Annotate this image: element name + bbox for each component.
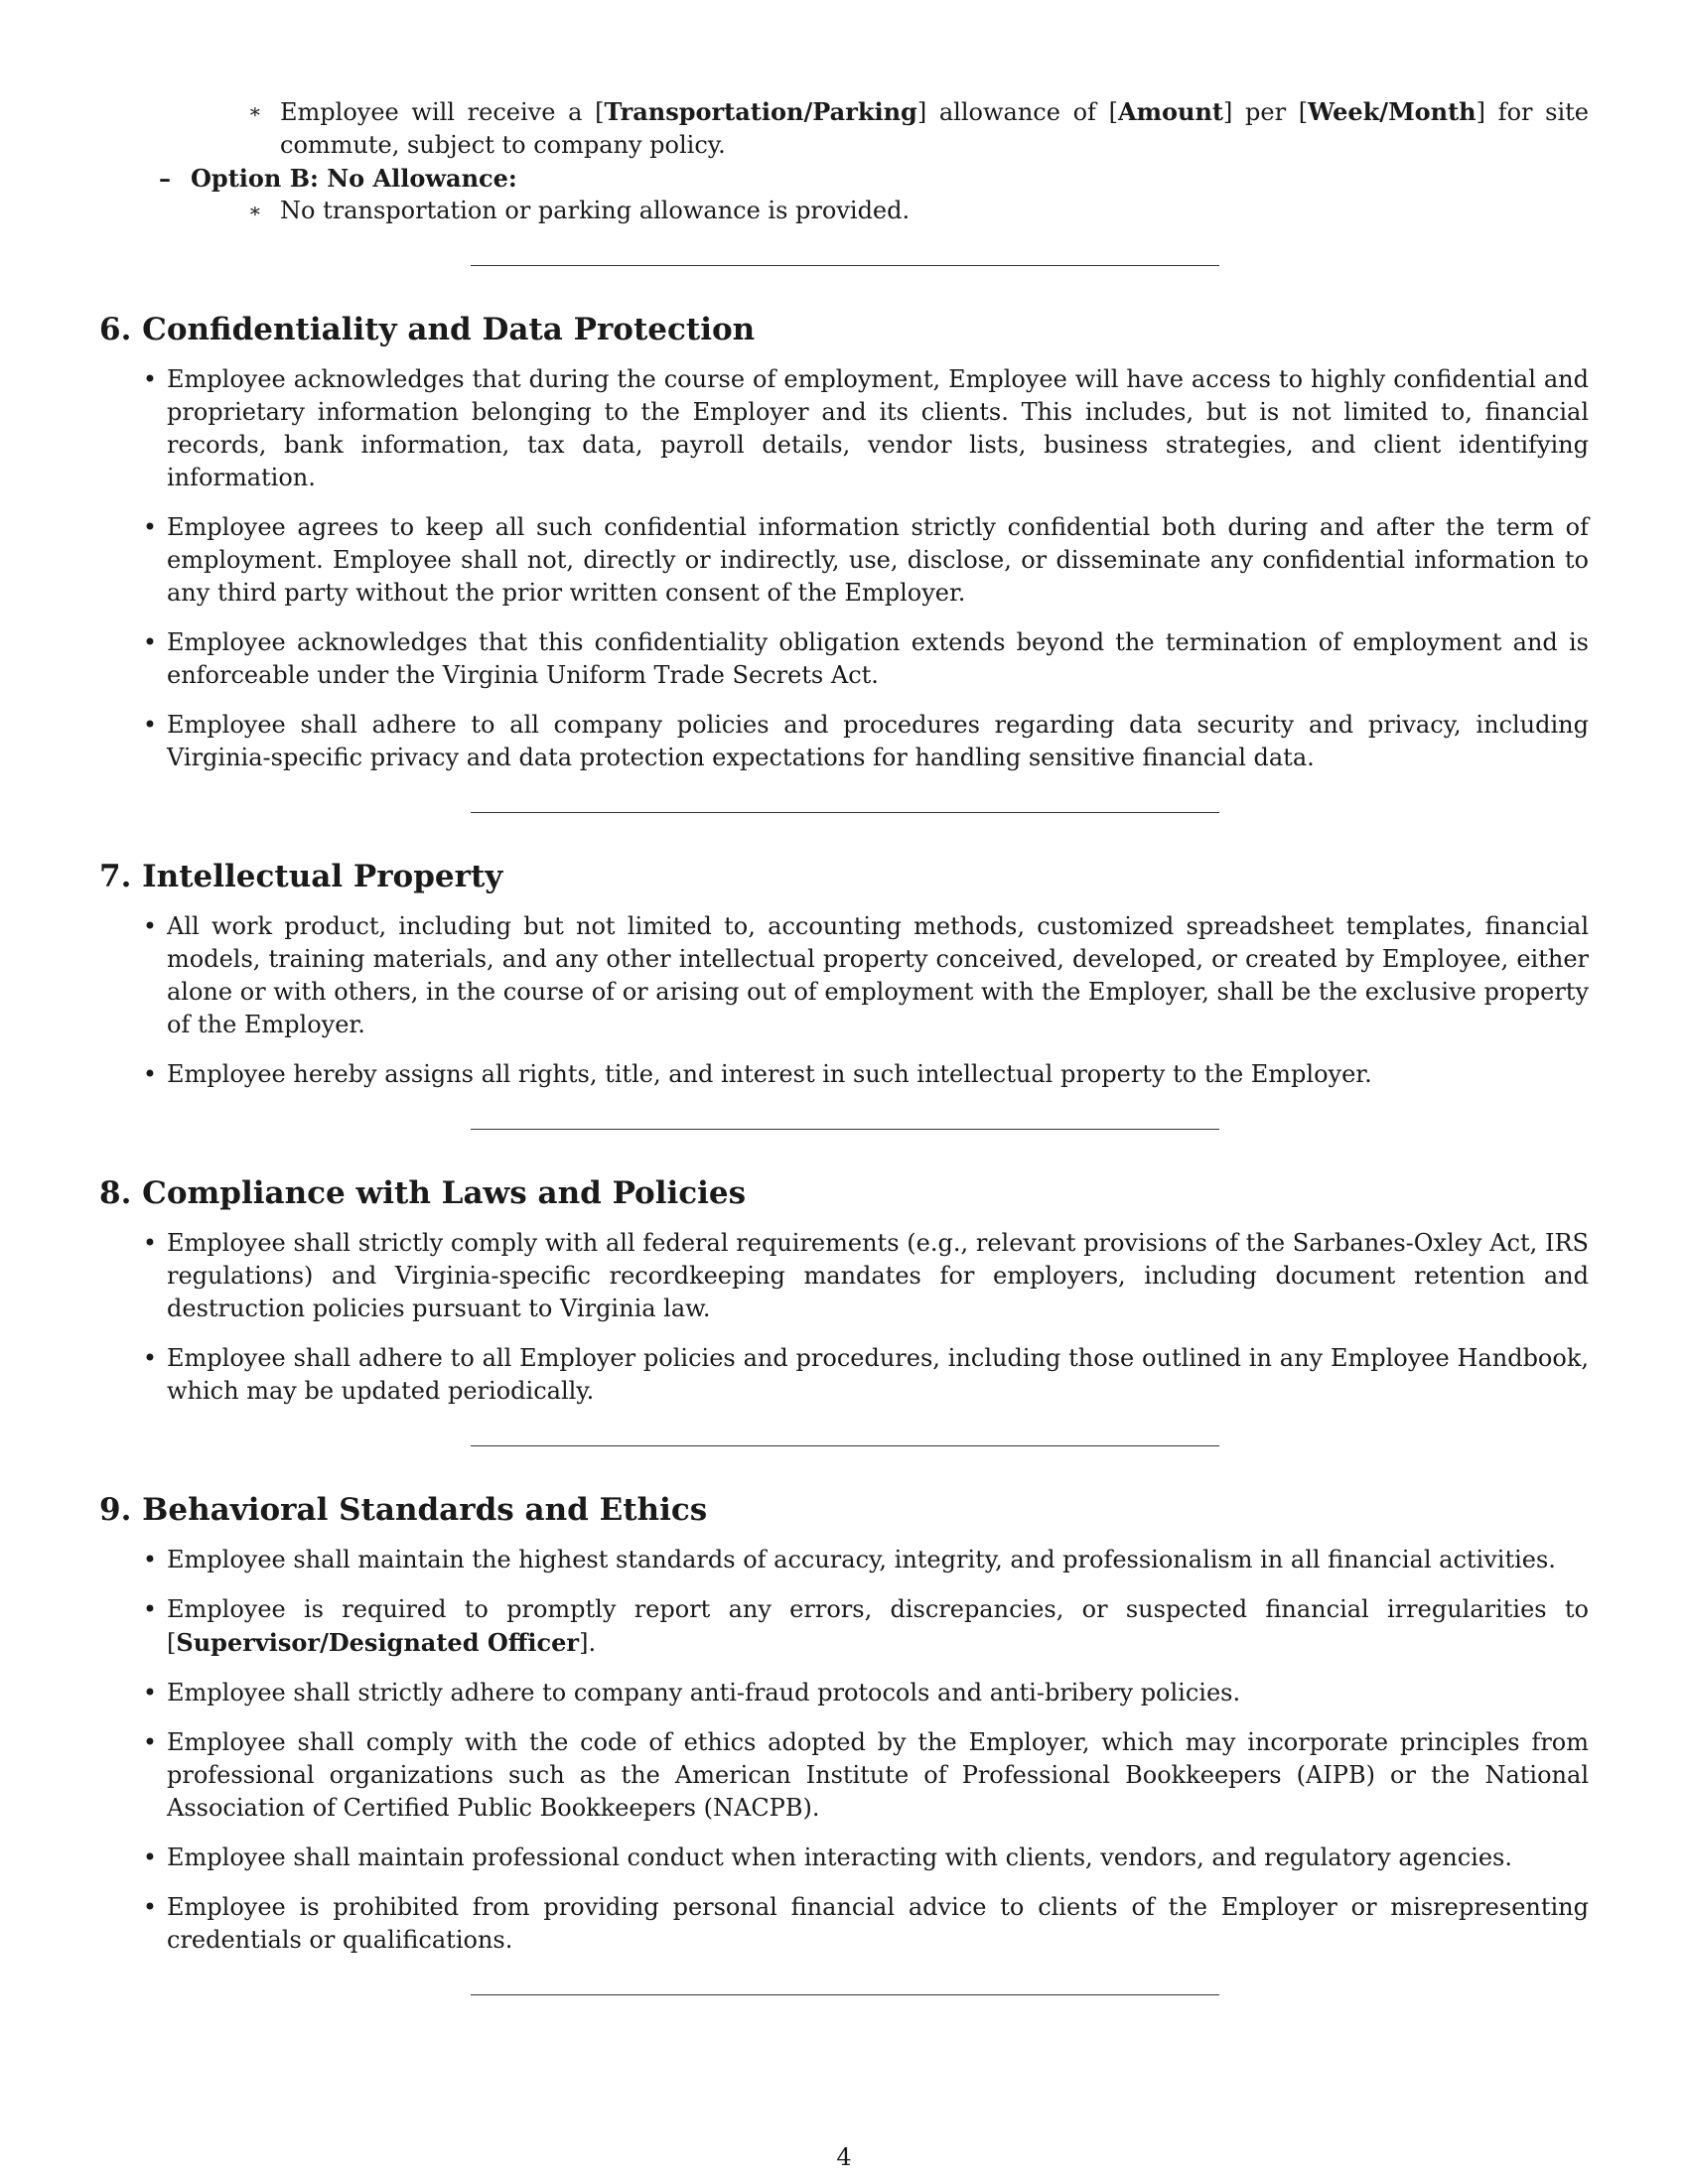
list-item: • Employee hereby assigns all rights, title, and interest in such intellectual property to the Employer. — [99, 1058, 1589, 1091]
bullet-icon — [99, 1677, 167, 1709]
option-b-text: No transportation or parking allowance is provided. — [280, 197, 911, 224]
bullet-icon — [99, 1593, 167, 1660]
bullet-icon — [99, 1726, 167, 1825]
section-6-list — [99, 363, 1589, 774]
section-9-title: 9. Behavioral Standards and Ethics — [99, 1492, 708, 1528]
bullet-icon — [99, 1227, 167, 1325]
dash-bullet-icon: – — [159, 164, 171, 193]
bullet-icon — [99, 511, 167, 610]
section-divider — [471, 812, 1219, 813]
list-item: • Employee shall strictly adhere to company anti-fraud protocols and anti-bribery policies. — [99, 1677, 1589, 1709]
page-content — [99, 95, 1589, 1995]
bullet-icon — [99, 1544, 167, 1576]
section-8-title: 8. Compliance with Laws and Policies — [99, 1175, 747, 1211]
section-9-list — [99, 1544, 1589, 1957]
list-item: • Employee shall adhere to all Employer policies and procedures, including those outlined in any Employee Handbook, which may be updated periodically. — [99, 1342, 1589, 1408]
bullet-icon — [99, 709, 167, 774]
bullet-icon — [99, 910, 167, 1041]
star-bullet-icon: ∗ — [248, 199, 262, 222]
bullet-icon — [99, 1058, 167, 1091]
option-b-label: Option B: No Allowance: — [191, 164, 517, 193]
bullet-icon — [99, 1891, 167, 1957]
list-item: • Employee acknowledges that during the course of employment, Employee will have access to highly confidential and proprietary information belonging to the Employer and its clients. This includes, but is not limited to, financial records, bank information, tax data, payroll details, vendor lists, business strategies, and client identifying information. — [99, 363, 1589, 494]
section-8-list — [99, 1227, 1589, 1408]
list-item: • Employee agrees to keep all such confidential information strictly confidential both during and after the term of employment. Employee shall not, directly or indirectly, use, disclose, or disseminate any confidential information to any third party without the prior written consent of the Employer. — [99, 511, 1589, 610]
list-item: • Employee shall maintain professional conduct when interacting with clients, vendors, and regulatory agencies. — [99, 1842, 1589, 1874]
section-divider — [471, 265, 1219, 266]
option-b-list-item — [248, 195, 1589, 227]
option-a-list-item — [248, 95, 1589, 162]
section-divider — [471, 1445, 1219, 1446]
option-a-text: Employee will receive a [Transportation/Parking] allowance of [Amount] per [Week/Month] for site commute, subject to company policy. — [280, 97, 1590, 159]
bullet-icon — [99, 626, 167, 692]
list-item: • Employee is prohibited from providing personal financial advice to clients of the Employer or misrepresenting credentials or qualifications. — [99, 1891, 1589, 1957]
section-divider — [471, 1129, 1219, 1130]
bullet-icon — [99, 363, 167, 494]
list-item: • Employee is required to promptly report any errors, discrepancies, or suspected financial irregularities to [Supervisor/Designated Officer]. — [99, 1593, 1589, 1660]
section-6-title: 6. Confidentiality and Data Protection — [99, 312, 756, 347]
section-7-title: 7. Intellectual Property — [99, 859, 503, 894]
list-item: • Employee acknowledges that this confidentiality obligation extends beyond the termination of employment and is enforceable under the Virginia Uniform Trade Secrets Act. — [99, 626, 1589, 692]
list-item: • All work product, including but not limited to, accounting methods, customized spreadsheet templates, financial models, training materials, and any other intellectual property conceived, developed, or created by Employee, either alone or with others, in the course of or arising out of employment with the Employer, shall be the exclusive property of the Employer. — [99, 910, 1589, 1041]
page-number: 4 — [836, 2143, 852, 2171]
bullet-icon — [99, 1842, 167, 1874]
section-7-list — [99, 910, 1589, 1091]
list-item: • Employee shall strictly comply with all federal requirements (e.g., relevant provisions of the Sarbanes-Oxley Act, IRS regulations) and Virginia-specific recordkeeping mandates for employers, including document retention and destruction policies pursuant to Virginia law. — [99, 1227, 1589, 1325]
option-b-heading — [159, 162, 1589, 195]
bullet-icon — [99, 1342, 167, 1408]
list-item: • Employee shall comply with the code of ethics adopted by the Employer, which may incorporate principles from professional organizations such as the American Institute of Professional Bookkeepers (AIPB) or the National Association of Certified Public Bookkeepers (NACPB). — [99, 1726, 1589, 1825]
star-bullet-icon: ∗ — [248, 99, 262, 123]
section-divider — [471, 1994, 1219, 1995]
list-item: • Employee shall adhere to all company policies and procedures regarding data security and privacy, including Virginia-specific privacy and data protection expectations for handling sensitive financial data. — [99, 709, 1589, 774]
list-item: • Employee shall maintain the highest standards of accuracy, integrity, and professionalism in all financial activities. — [99, 1544, 1589, 1576]
